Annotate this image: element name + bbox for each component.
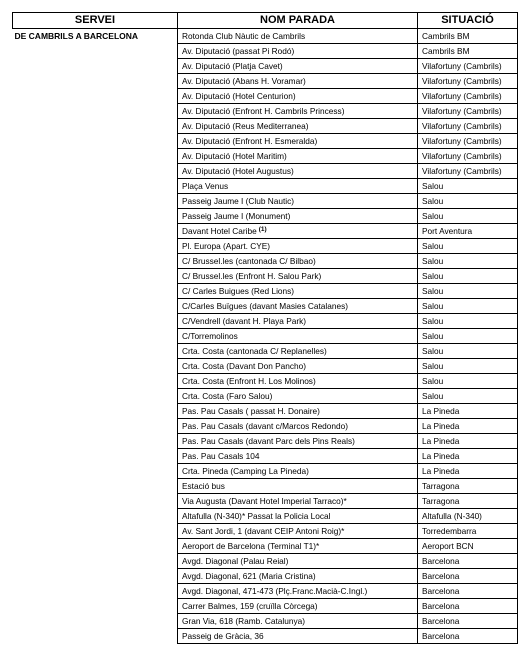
location: Salou — [418, 299, 518, 314]
stop-name-cell — [178, 164, 418, 179]
stop-name: Crta. Costa (Enfront H. Los Molinos) — [182, 376, 316, 386]
location: Salou — [418, 239, 518, 254]
stop-name-cell — [178, 344, 418, 359]
stop-name-cell — [178, 59, 418, 74]
stop-name-cell — [178, 269, 418, 284]
location: Cambrils BM — [418, 29, 518, 44]
stop-name-cell — [178, 104, 418, 119]
stop-name: Av. Diputació (Platja Cavet) — [182, 61, 283, 71]
location: Salou — [418, 284, 518, 299]
location: Barcelona — [418, 629, 518, 644]
header-service: SERVEI — [13, 13, 178, 29]
location: Salou — [418, 269, 518, 284]
stop-name: Altafulla (N-340)* Passat la Policia Local — [182, 511, 331, 521]
location: La Pineda — [418, 404, 518, 419]
stop-name-cell — [178, 194, 418, 209]
stop-name: Av. Diputació (Abans H. Voramar) — [182, 76, 306, 86]
stop-name: Passeig Jaume I (Monument) — [182, 211, 291, 221]
stop-name: Av. Diputació (Hotel Centurion) — [182, 91, 296, 101]
stop-name-cell — [178, 179, 418, 194]
location: La Pineda — [418, 449, 518, 464]
stop-name-cell — [178, 614, 418, 629]
location: Barcelona — [418, 614, 518, 629]
stop-name-cell — [178, 419, 418, 434]
stop-name: Rotonda Club Nàutic de Cambrils — [182, 31, 306, 41]
location: Salou — [418, 194, 518, 209]
header-location: SITUACIÓ — [418, 13, 518, 29]
location: Salou — [418, 179, 518, 194]
location: Altafulla (N-340) — [418, 509, 518, 524]
bus-stops-table — [12, 12, 518, 644]
location: Barcelona — [418, 554, 518, 569]
location: La Pineda — [418, 434, 518, 449]
stop-name-cell — [178, 479, 418, 494]
stop-name: Av. Diputació (Hotel Maritim) — [182, 151, 287, 161]
stop-name-cell — [178, 149, 418, 164]
location: Barcelona — [418, 584, 518, 599]
stop-name: Plaça Venus — [182, 181, 229, 191]
location: Tarragona — [418, 494, 518, 509]
stop-name-cell — [178, 434, 418, 449]
stop-name-cell — [178, 629, 418, 644]
stop-name: Pas. Pau Casals 104 — [182, 451, 260, 461]
stop-name: C/ Brussel.les (Enfront H. Salou Park) — [182, 271, 322, 281]
stop-name: Avgd. Diagonal, 621 (Maria Cristina) — [182, 571, 316, 581]
stop-name: Aeroport de Barcelona (Terminal T1)* — [182, 541, 320, 551]
stop-name: Pas. Pau Casals ( passat H. Donaire) — [182, 406, 320, 416]
stop-name-cell — [178, 329, 418, 344]
location: Port Aventura — [418, 224, 518, 239]
stop-name-cell — [178, 119, 418, 134]
stop-name-cell — [178, 74, 418, 89]
timetable-document — [12, 12, 517, 644]
stop-name: Crta. Pineda (Camping La Pineda) — [182, 466, 309, 476]
stop-name-cell — [178, 299, 418, 314]
location: Vilafortuny (Cambrils) — [418, 149, 518, 164]
location: Salou — [418, 254, 518, 269]
stop-name-cell — [178, 389, 418, 404]
stop-name: C/ Carles Buigues (Red Lions) — [182, 286, 295, 296]
location: Aeroport BCN — [418, 539, 518, 554]
table-body — [13, 29, 518, 644]
stop-name-cell — [178, 209, 418, 224]
stop-name: Gran Via, 618 (Ramb. Catalunya) — [182, 616, 305, 626]
header-row — [13, 13, 518, 29]
location: Barcelona — [418, 599, 518, 614]
stop-name: Av. Diputació (Reus Mediterranea) — [182, 121, 309, 131]
stop-name: Passeig de Gràcia, 36 — [182, 631, 264, 641]
location: Vilafortuny (Cambrils) — [418, 59, 518, 74]
stop-name: C/Torremolinos — [182, 331, 238, 341]
location: Vilafortuny (Cambrils) — [418, 104, 518, 119]
stop-name-cell — [178, 449, 418, 464]
location: Salou — [418, 374, 518, 389]
stop-name: Pas. Pau Casals (davant Parc dels Pins Reals) — [182, 436, 355, 446]
location: La Pineda — [418, 419, 518, 434]
location: Salou — [418, 314, 518, 329]
location: Vilafortuny (Cambrils) — [418, 119, 518, 134]
table-row — [13, 29, 518, 44]
location: Salou — [418, 209, 518, 224]
stop-name-cell — [178, 404, 418, 419]
service-name: DE CAMBRILS A BARCELONA — [14, 31, 139, 41]
stop-name-cell — [178, 509, 418, 524]
stop-name-cell — [178, 359, 418, 374]
stop-name-cell — [178, 89, 418, 104]
stop-name: Via Augusta (Davant Hotel Imperial Tarraco)* — [182, 496, 347, 506]
stop-name: Av. Diputació (passat Pi Rodó) — [182, 46, 295, 56]
location: Cambrils BM — [418, 44, 518, 59]
location: Salou — [418, 359, 518, 374]
stop-name: Crta. Costa (Davant Don Pancho) — [182, 361, 307, 371]
stop-name-cell — [178, 284, 418, 299]
stop-name-cell — [178, 374, 418, 389]
stop-name: Crta. Costa (cantonada C/ Replanelles) — [182, 346, 327, 356]
location: Torredembarra — [418, 524, 518, 539]
location: Vilafortuny (Cambrils) — [418, 74, 518, 89]
stop-name: C/Vendrell (davant H. Playa Park) — [182, 316, 307, 326]
stop-name-cell — [178, 494, 418, 509]
stop-name: Passeig Jaume I (Club Nautic) — [182, 196, 295, 206]
location: Salou — [418, 329, 518, 344]
stop-name: Estació bus — [182, 481, 225, 491]
stop-name-cell — [178, 539, 418, 554]
stop-name-cell — [178, 134, 418, 149]
location: La Pineda — [418, 464, 518, 479]
stop-name-cell — [178, 44, 418, 59]
stop-name-cell — [178, 29, 418, 44]
stop-name-cell — [178, 524, 418, 539]
stop-name: Avgd. Diagonal (Palau Reial) — [182, 556, 289, 566]
stop-name-cell — [178, 584, 418, 599]
stop-name-cell — [178, 599, 418, 614]
stop-name-cell — [178, 239, 418, 254]
location: Salou — [418, 389, 518, 404]
stop-name-cell — [178, 224, 418, 239]
stop-name: Av. Diputació (Hotel Augustus) — [182, 166, 294, 176]
stop-name-cell — [178, 254, 418, 269]
stop-name: Av. Diputació (Enfront H. Esmeralda) — [182, 136, 318, 146]
location: Vilafortuny (Cambrils) — [418, 164, 518, 179]
stop-name-cell — [178, 554, 418, 569]
stop-name: Pl. Europa (Apart. CYE) — [182, 241, 271, 251]
stop-name-cell — [178, 314, 418, 329]
stop-name-cell — [178, 464, 418, 479]
location: Salou — [418, 344, 518, 359]
stop-name: Davant Hotel Caribe — [182, 226, 257, 236]
stop-name: Av. Diputació (Enfront H. Cambrils Princess) — [182, 106, 345, 116]
footnote-marker: (1) — [258, 226, 267, 233]
stop-name: Av. Sant Jordi, 1 (davant CEIP Antoni Roig)* — [182, 526, 345, 536]
location: Barcelona — [418, 569, 518, 584]
stop-name: Carrer Balmes, 159 (cruïlla Còrcega) — [182, 601, 318, 611]
header-stop-name: NOM PARADA — [178, 13, 418, 29]
stop-name: Pas. Pau Casals (davant c/Marcos Redondo) — [182, 421, 349, 431]
stop-name: Crta. Costa (Faro Salou) — [182, 391, 273, 401]
stop-name: C/Carles Buïgues (davant Masies Catalanes) — [182, 301, 349, 311]
stop-name-cell — [178, 569, 418, 584]
stop-name: Avgd. Diagonal, 471-473 (Plç.Franc.Macià-C.Ingl.) — [182, 586, 368, 596]
location: Vilafortuny (Cambrils) — [418, 134, 518, 149]
stop-name: C/ Brussel.les (cantonada C/ Bilbao) — [182, 256, 316, 266]
location: Vilafortuny (Cambrils) — [418, 89, 518, 104]
location: Tarragona — [418, 479, 518, 494]
